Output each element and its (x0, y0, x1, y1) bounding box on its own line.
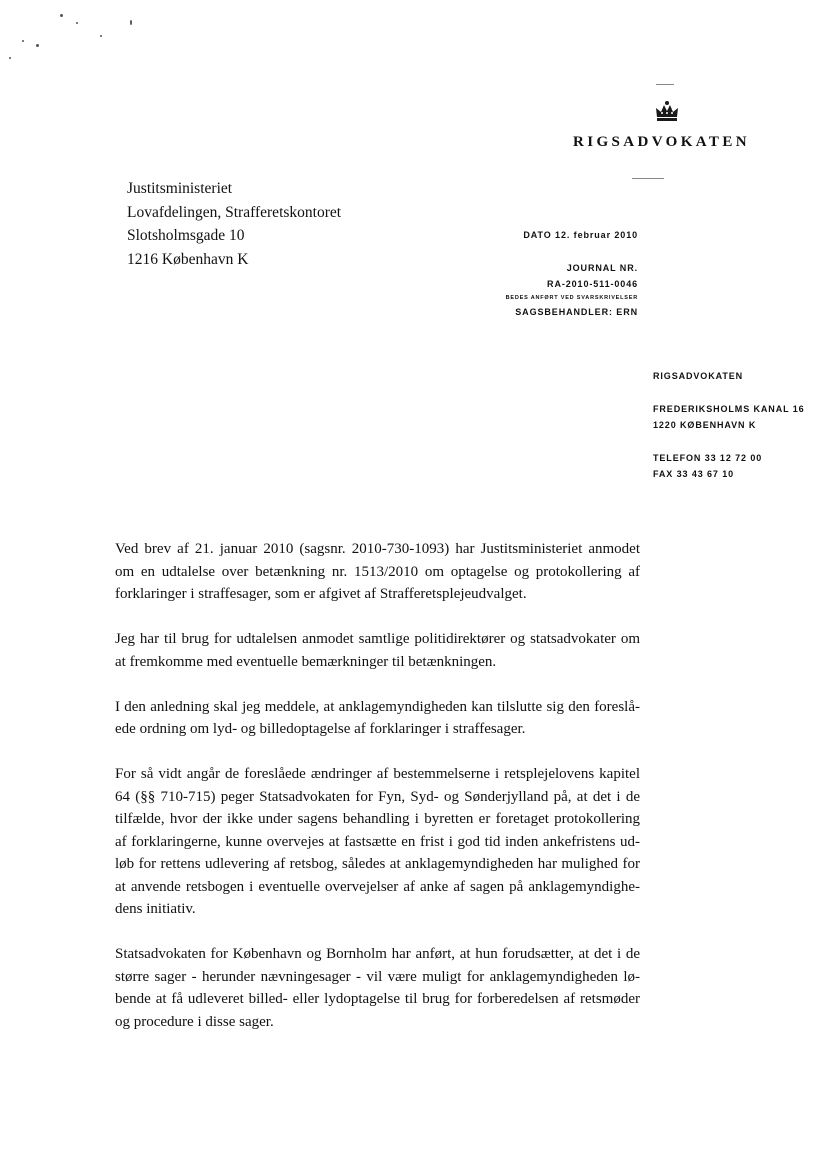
body-paragraph (115, 538, 640, 606)
body-paragraph (115, 628, 640, 673)
letter-meta (506, 230, 638, 317)
body-line: at anvende retsbogen i eventuelle overvejelser af anke af sagen på anklagemyndighe- (115, 878, 640, 895)
recipient-address (127, 177, 341, 271)
sender-name: RIGSADVOKATEN (653, 371, 744, 381)
journal-number: RA-2010-511-0046 (547, 279, 638, 289)
recipient-line: Justitsministeriet (127, 180, 233, 197)
body-line: Statsadvokaten for København og Bornholm har anført, at hun forudsætter, at det i de (115, 946, 640, 962)
case-handler: SAGSBEHANDLER: ERN (515, 307, 638, 317)
body-line: større sager - herunder nævningesager - vil være muligt for anklagemyndigheden lø- (115, 968, 640, 985)
recipient-line: Lovafdelingen, Strafferetskontoret (127, 203, 342, 221)
body-line: om en udtalelse over betænkning nr. 1513/2010 om optagelse og protokollering af (115, 563, 640, 580)
scan-speck (22, 40, 24, 42)
sender-fax: FAX 33 43 67 10 (653, 469, 735, 479)
body-line: og procedure i disse sager. (115, 1013, 274, 1030)
scan-speck (100, 35, 102, 37)
scan-speck (60, 14, 63, 17)
body-line: ede ordning om lyd- og billedoptagelse af forklaringer i straffesager. (115, 721, 526, 737)
sender-block (653, 371, 805, 479)
body-line: bende at få udleveret billed- eller lydoptagelse til brug for forberedelsen af retsmøder (115, 991, 640, 1007)
sender-phone: TELEFON 33 12 72 00 (653, 453, 763, 463)
body-line: Jeg har til brug for udtalelsen anmodet samtlige politidirektører og statsadvokater om (115, 631, 640, 647)
letter-body (115, 538, 640, 1056)
body-paragraph (115, 943, 640, 1033)
letterhead-rule (656, 84, 674, 85)
reference-note: BEDES ANFØRT VED SVARSKRIVELSER (505, 295, 638, 301)
sender-city: 1220 KØBENHAVN K (653, 420, 757, 430)
letter-date: DATO 12. februar 2010 (523, 230, 638, 240)
body-line: I den anledning skal jeg meddele, at anklagemyndigheden kan tilslutte sig den foreslå- (115, 698, 640, 715)
crown-icon (654, 100, 680, 124)
scan-speck (130, 20, 132, 25)
journal-label: JOURNAL NR. (566, 263, 638, 273)
recipient-line: 1216 København K (127, 250, 249, 268)
body-line: løb for rettens udlevering af retsbog, således at anklagemyndigheden har mulighed for (115, 856, 640, 872)
body-line: Ved brev af 21. januar 2010 (sagsnr. 2010-730-1093) har Justitsministeriet anmodet (115, 541, 640, 557)
body-paragraph (115, 696, 640, 741)
body-line: For så vidt angår de foreslåede ændringer af bestemmelserne i retsplejelovens kapitel (115, 766, 640, 782)
scan-speck (36, 44, 39, 47)
scan-speck (9, 57, 11, 59)
body-line: dens initiativ. (115, 901, 196, 917)
sender-street: FREDERIKSHOLMS KANAL 16 (653, 404, 805, 414)
body-line: tilfælde, hvor der ikke under sagens behandling i byretten er foretaget protokollering (115, 811, 640, 827)
body-line: af forklaringerne, kunne overvejes at fastsætte en frist i god tid inden ankefristens ud- (115, 833, 640, 850)
body-line: 64 (§§ 710-715) peger Statsadvokaten for Fyn, Syd- og Sønderjylland på, at det i de (115, 788, 640, 805)
body-line: at fremkomme med eventuelle bemærkninger til betænkningen. (115, 653, 497, 670)
body-paragraph (115, 763, 640, 921)
recipient-line: Slotsholmsgade 10 (127, 227, 245, 244)
scan-speck (76, 22, 78, 24)
letterhead-org-name: RIGSADVOKATEN (573, 134, 750, 150)
body-line: forklaringer i straffesager, som er afgivet af Strafferetsplejeudvalget. (115, 586, 527, 602)
letterhead-rule (632, 178, 664, 179)
